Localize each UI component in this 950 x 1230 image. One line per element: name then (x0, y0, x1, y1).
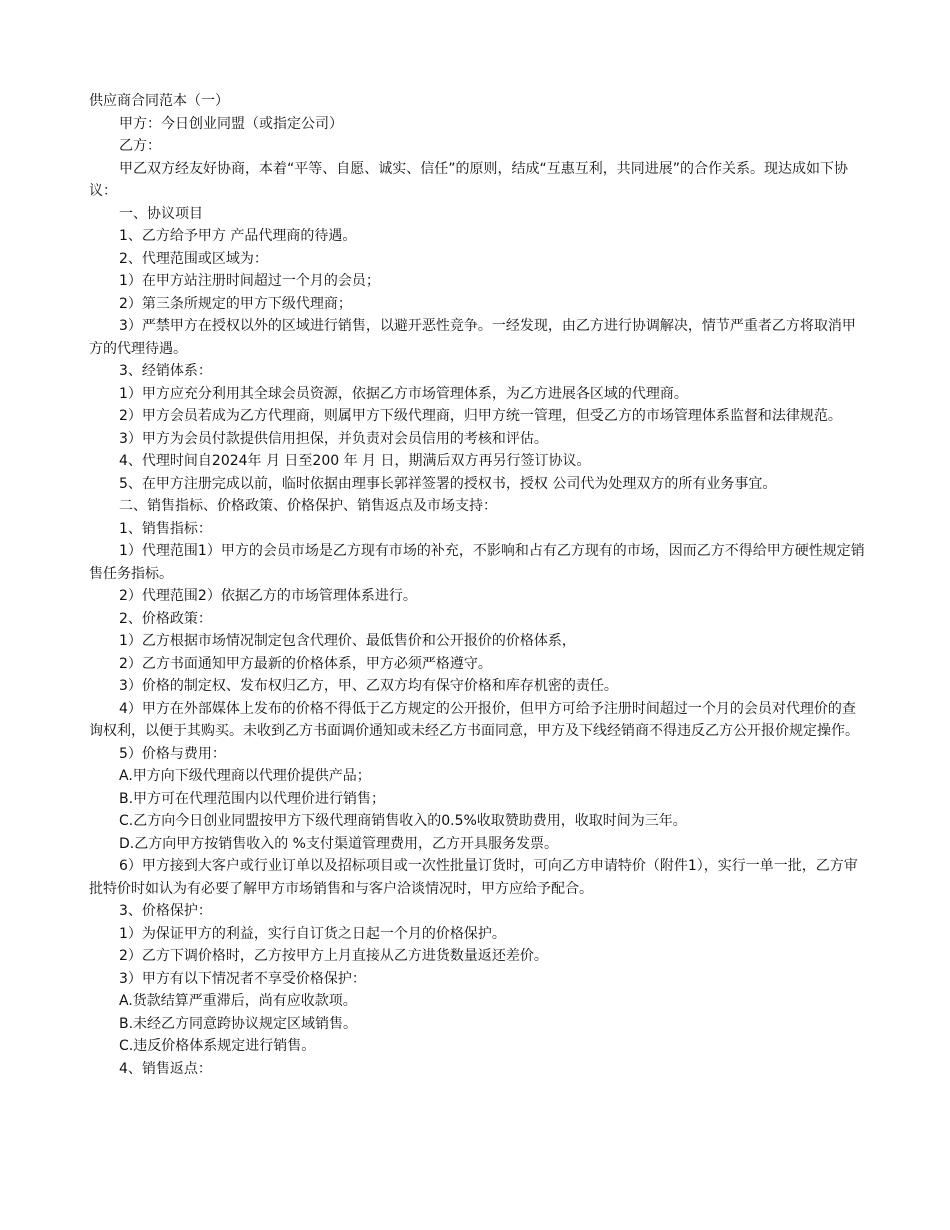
paragraph: 甲乙双方经友好协商，本着“平等、自愿、诚实、信任”的原则，结成“互惠互利，共同进展”的合作关系。现达成如下协议： (89, 160, 849, 199)
paragraph: 2）代理范围2）依据乙方的市场管理体系进行。 (119, 588, 417, 604)
paragraph: 二、销售指标、价格政策、价格保护、销售返点及市场支持： (119, 498, 497, 514)
paragraph: 2）第三条所规定的甲方下级代理商； (119, 295, 352, 312)
paragraph: C.违反价格体系规定进行销售。 (119, 1038, 316, 1054)
paragraph: 4、销售返点： (119, 1060, 212, 1077)
paragraph: 1）为保证甲方的利益，实行自订货之日起一个月的价格保护。 (119, 925, 506, 942)
document-body (89, 90, 869, 1080)
paragraph: 1、销售指标： (119, 520, 212, 537)
paragraph: 1、乙方给予甲方 产品代理商的待遇。 (119, 228, 357, 244)
paragraph: 3、价格保护： (119, 903, 212, 919)
paragraph: 4）甲方在外部媒体上发布的价格不得低于乙方规定的公开报价，但甲方可给予注册时间超过一个月的会员对代理价的查询权利，以便于其购买。未收到乙方书面调价通知或未经乙方书面同意，甲方及下线经销商不得违反乙方公开报价规定操作。 (89, 700, 859, 739)
paragraph: 5、在甲方注册完成以前，临时依据由理事长郭祥签署的授权书，授权 公司代为处理双方的所有业务事宜。 (119, 475, 777, 492)
paragraph: 1）代理范围1）甲方的会员市场是乙方现有市场的补充，不影响和占有乙方现有的市场，因而乙方不得给甲方硬性规定销售任务指标。 (89, 543, 865, 582)
paragraph: 3、经销体系： (119, 363, 212, 379)
paragraph: A.甲方向下级代理商以代理价提供产品； (119, 768, 371, 784)
document-title: 供应商合同范本（一） (89, 93, 229, 109)
paragraph: B.未经乙方同意跨协议规定区域销售。 (119, 1015, 358, 1032)
paragraph: 5）价格与费用： (119, 745, 226, 762)
paragraph: 1）在甲方站注册时间超过一个月的会员； (119, 273, 380, 289)
paragraph: 甲方：今日创业同盟（或指定公司） (119, 115, 343, 132)
paragraph: 1）甲方应充分利用其全球会员资源，依据乙方市场管理体系，为乙方进展各区域的代理商。 (119, 385, 688, 402)
paragraph: 2）甲方会员若成为乙方代理商，则属甲方下级代理商，归甲方统一管理，但受乙方的市场管理体系监督和法律规范。 (119, 408, 842, 424)
paragraph: 6）甲方接到大客户或行业订单以及招标项目或一次性批量订货时，可向乙方申请特价（附件1），实行一单一批，乙方审批特价时如认为有必要了解甲方市场销售和与客户洽谈情况时，甲方应给予配合。 (89, 858, 858, 897)
paragraph: 2、价格政策： (119, 610, 212, 627)
paragraph: 2）乙方书面通知甲方最新的价格体系，甲方必须严格遵守。 (119, 655, 492, 672)
paragraph: C.乙方向今日创业同盟按甲方下级代理商销售收入的0.5%收取赞助费用，收取时间为三年。 (119, 813, 687, 829)
paragraph: 2、代理范围或区域为： (119, 250, 268, 267)
paragraph: 3）严禁甲方在授权以外的区域进行销售，以避开恶性竞争。一经发现，由乙方进行协调解决，情节严重者乙方将取消甲方的代理待遇。 (89, 318, 856, 357)
paragraph: 3）甲方为会员付款提供信用担保，并负责对会员信用的考核和评估。 (119, 430, 548, 447)
paragraph: 3）甲方有以下情况者不享受价格保护： (119, 970, 366, 987)
paragraph: A.货款结算严重滞后，尚有应收款项。 (119, 993, 357, 1009)
paragraph: 1）乙方根据市场情况制定包含代理价、最低售价和公开报价的价格体系， (119, 633, 576, 649)
paragraph: 4、代理时间自2024年 月 日至200 年 月 日，期满后双方再另行签订协议。 (119, 453, 591, 469)
paragraph: 一、协议项目 (119, 205, 203, 222)
paragraph: 3）价格的制定权、发布权归乙方，甲、乙双方均有保守价格和库存机密的责任。 (119, 678, 618, 694)
paragraph: 乙方： (119, 138, 161, 154)
paragraph: B.甲方可在代理范围内以代理价进行销售； (119, 790, 386, 807)
paragraph: 2）乙方下调价格时，乙方按甲方上月直接从乙方进货数量返还差价。 (119, 948, 548, 964)
paragraph: D.乙方向甲方按销售收入的 %支付渠道管理费用，乙方开具服务发票。 (119, 835, 558, 852)
